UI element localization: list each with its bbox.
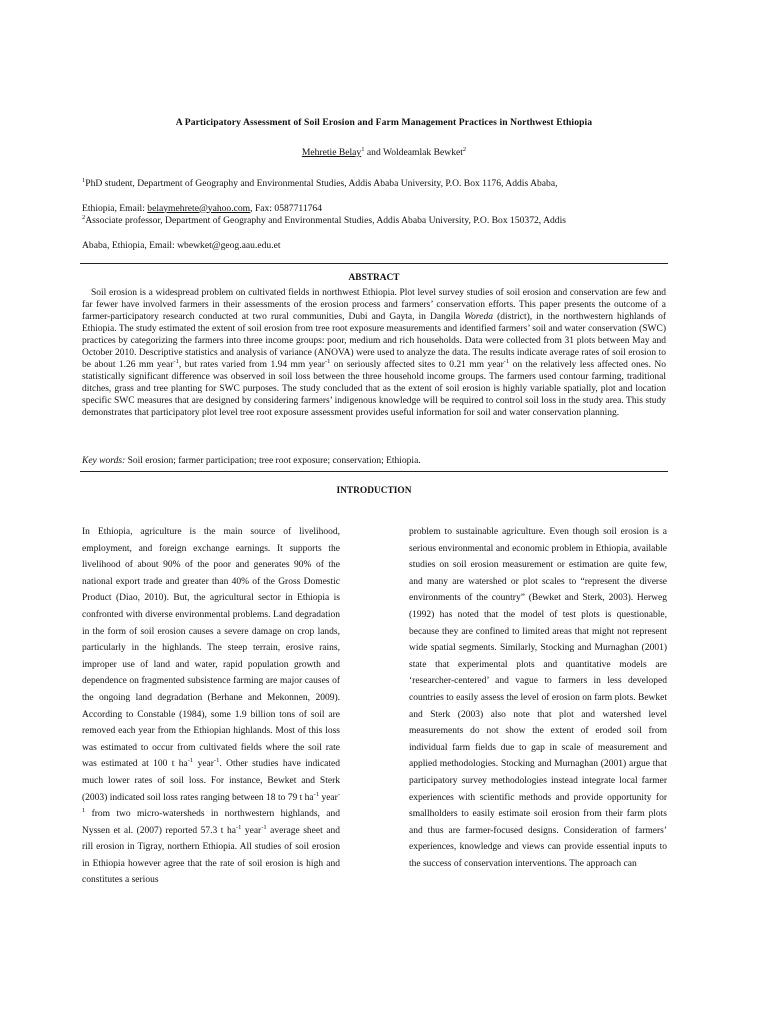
affiliation-2-line-2: Ababa, Ethiopia, Email: wbewket@geog.aau.edu.et (82, 239, 281, 251)
author-2-name: Woldeamlak Bewket (382, 147, 463, 158)
intro-left-column (82, 524, 340, 889)
abstract-body (82, 287, 666, 420)
abstract-text-2: (district), in the northwestern highlands of Ethiopia. The study estimated the extent of soil erosion from tree root exposure measurements and identified farmers’ soil and water conservation (SWC) practices by categorizing the farmers into three income groups: poor, medium and rich households. Data were collected from 31 plots between May and October 2010. Descriptive statistics and analysis of variance (ANOVA) were used to analyze the data. The results indicate average rates of soil erosion to be about 1.26 mm year (82, 312, 666, 371)
author-line (80, 147, 688, 158)
abstract-text-3: , but rates varied from 1.94 mm year (178, 360, 325, 371)
author-2-sup: 2 (462, 145, 467, 153)
affiliation-1-fax: , Fax: 0587711764 (250, 202, 323, 214)
intro-right-column (409, 524, 667, 872)
intro-year-2: year (319, 792, 338, 803)
author-1-sup: 1 (361, 145, 365, 153)
intro-sup-5: -1 (235, 823, 242, 831)
affiliation-2-text: Associate professor, Department of Geography and Environmental Studies, Addis Ababa University, P.O. Box 150372, Addis (85, 215, 566, 226)
abstract-sup-3: -1 (503, 358, 510, 366)
keywords-label: Key words: (82, 456, 126, 466)
author-joiner: and (364, 147, 383, 158)
intro-left-text-c: from two micro-watersheds in northwestern highlands, and Nyssen et al. (2007) reported 57.3 t ha (82, 809, 340, 836)
abstract-paragraph (82, 287, 666, 420)
abstract-sup-1: -1 (173, 358, 179, 366)
affiliation-2-sup: 2 (82, 213, 86, 221)
intro-left-text-a: In Ethiopia, agriculture is the main source of livelihood, employment, and foreign exchange earnings. It supports the livelihood of about 90% of the poor and generates 90% of the national export trade and greater than 40% of the Gross Domestic Product (Diao, 2010). But, the agricultural sector in Ethiopia is confronted with diverse environmental problems. Land degradation in the form of soil erosion causes a severe damage on crop lands, particularly in the highlands. The steep terrain, erosive rains, improper use of land and water, rapid population growth and dependence on fragmented subsistence farming are major causes of the ongoing land degradation (Berhane and Mekonnen, 2009). According to Constable (1984), some 1.9 billion tons of soil are removed each year from the Ethiopian highlands. Most of this loss was estimated to occur from cultivated fields where the soil rate was estimated at 100 t ha (82, 527, 340, 770)
abstract-woreda: Woreda (464, 312, 493, 323)
intro-right-paragraph: problem to sustainable agriculture. Even though soil erosion is a serious environmental and economic problem in Ethiopia, available studies on soil erosion measurement or estimation are quite few, and many are watershed or plot scales to “represent the diverse environments of the country” (Bewket and Sterk, 2003). Herweg (1992) has noted that the model of test plots is questionable, because they are confined to limited areas that might not represent wide spatial segments. Similarly, Stocking and Murnaghan (2001) state that experimental plots and quantitative models are ‘researcher-centered’ and vague to farmers in less developed countries to easily assess the level of erosion on farm plots. Bewket and Sterk (2003) also note that plot and watershed level measurements do not show the extent of eroded soil from individual farm fields due to gap in scale of measurement and applied methodologies. Stocking and Murnaghan (2001) argue that participatory survey methodologies instead integrate local farmer experiences with scientific methods and provide opportunity for smallholders to easily estimate soil erosion from their farm plots and thus are farmer-focused designs. Consideration of farmers’ experiences, knowledge and views can provide essential inputs to the success of conservation interventions. The approach can (409, 527, 667, 869)
affiliation-1-prefix: Ethiopia, Email: (82, 202, 148, 214)
intro-year-1: year (193, 759, 214, 770)
author-1-email-link[interactable]: belaymehrete@yahoo.com (147, 202, 251, 214)
intro-sup-6: -1 (261, 823, 267, 831)
intro-year-3: year (241, 825, 262, 836)
abstract-sup-2: -1 (324, 358, 331, 366)
intro-sup-1: -1 (187, 757, 194, 765)
abstract-top-rule (80, 263, 668, 264)
keywords (82, 456, 666, 466)
intro-sup-2: -1 (213, 757, 220, 765)
intro-left-text-b: . Other studies have indicated much lower rates of soil loss. For instance, Bewket and Sterk (2003) indicated soil loss rates ranging between 18 to 79 t ha (82, 759, 340, 803)
keywords-text: Soil erosion; farmer participation; tree root exposure; conservation; Ethiopia. (125, 456, 421, 466)
abstract-text-5: on the relatively less affected ones. No statistically significant difference was observed in soil loss between the three household income groups. The farmers used contour farming, traditional ditches, grass and tree planting for SWC purposes. The study concluded that as the extent of soil erosion is highly variable spatially, plot and location specific SWC measures that are designed by considering farmers’ indigenous knowledge will be required to control soil loss in the study area. This study demonstrates that participatory plot level tree root exposure assessment provides useful information for soil and water conservation planning. (82, 360, 667, 419)
intro-left-text-d: average sheet and rill erosion in Tigray, northern Ethiopia. All studies of soil erosion in Ethiopia however agree that the rate of soil erosion is high and constitutes a serious (82, 825, 340, 886)
intro-sup-4: -1 (82, 790, 340, 814)
affiliation-2 (82, 209, 682, 258)
introduction-heading: INTRODUCTION (336, 486, 412, 496)
intro-sup-3: -1 (313, 790, 320, 798)
affiliation-1-text: PhD student, Department of Geography and Environmental Studies, Addis Ababa University, P.O. Box 1176, Addis Ababa, (85, 178, 558, 189)
affiliation-2-line-1 (82, 209, 682, 234)
paper-title: A Participatory Assessment of Soil Erosion and Farm Management Practices in Northwest Ethiopia (175, 117, 593, 128)
intro-left-paragraph (82, 524, 340, 889)
abstract-text-1: Soil erosion is a widespread problem on cultivated fields in northwest Ethiopia. Plot level survey studies of soil erosion and conservation are few and far fewer have involved farmers in their assessments of the erosion process and farmers’ conservation efforts. This paper presents the outcome of a farmer-participatory research conducted at two rural communities, Dubi and Gayta, in Dangila (82, 288, 666, 323)
author-1-name: Mehretie Belay (301, 147, 362, 158)
affiliation-1-line-1 (82, 172, 682, 197)
affiliation-1-sup: 1 (82, 176, 86, 184)
abstract-text-4: on seriously affected sites to 0.21 mm year (330, 360, 504, 371)
abstract-heading: ABSTRACT (348, 273, 400, 283)
abstract-bottom-rule (80, 471, 668, 472)
